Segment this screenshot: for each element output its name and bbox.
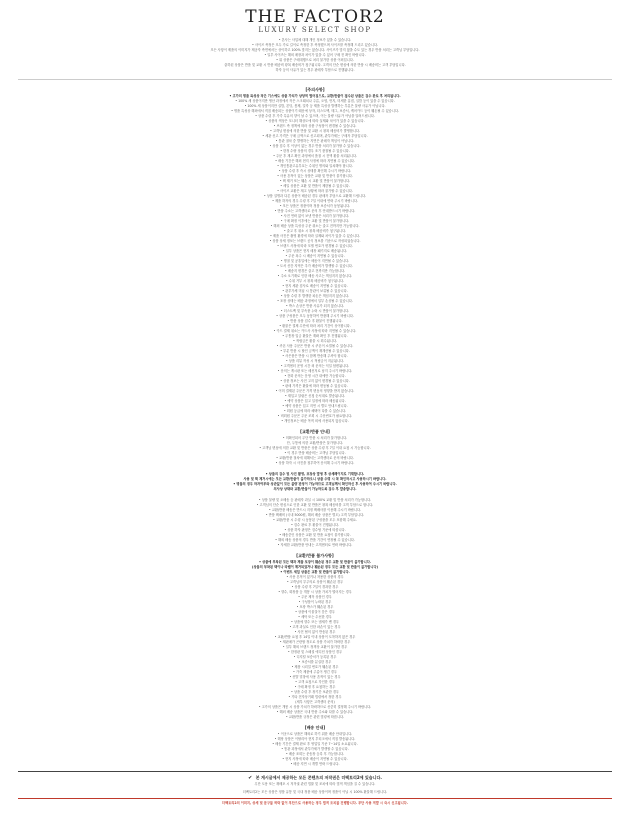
section-line: (상품의 부착된 택이나 라벨이 제거되었거나 훼손된 경우 모든 교환 및 반품이 불가합니다) [252, 565, 378, 569]
section-line: • 구매 확정 후 요청하는 경우 [294, 685, 336, 689]
section-line: • 구매 확정 이후에는 교환 및 반품이 불가합니다. [280, 219, 350, 223]
notice-section [18, 552, 612, 720]
section-line: • 전화 문의는 운영 시간 내에만 가능합니다. [284, 374, 346, 378]
section-line: • 현지 사정에 따라 배송이 지연될 수 있습니다. [282, 757, 348, 761]
section-line: • 반품 주소는 고객센터로 문의 후 안내받으시기 바랍니다. [274, 209, 356, 213]
intro-line: • 위 상품은 구매대행으로 처리 불가한 상품 이외입니다. [276, 58, 354, 62]
section-line: • 상품 상세 정보는 브랜드 공식 정보를 기준으로 작성되었습니다. [269, 239, 361, 243]
section-line: • 통관 과정에서 관부가세가 발생할 수 있습니다. [281, 747, 349, 751]
section-line: • 주문 후 재고 확인 과정에서 품절 시 전액 환불 처리됩니다. [273, 154, 357, 158]
brand-name: THE FACTOR2 [245, 7, 385, 27]
section-line: • 배송지 변경은 출고 전까지만 가능합니다. [284, 269, 346, 273]
brand-logo [18, 8, 612, 35]
section-title: [배송 안내] [304, 725, 326, 730]
section-line: 사용 및 택 제거시에는 모든 교환/반품이 불가하오니 상품 수령 시 꼭 확인하시고 사용하시기 바랍니다. [243, 477, 387, 481]
section-line: • 100% 새 상품이지만 생산 과정에서 작은 스크래치나 주름, 오염, 먼지, 미세한 흠집, 실밥 등이 있을 수 있습니다. [235, 99, 395, 103]
section-line: • 명품의 경우 하자여부와 상관없이 모든 불량 판정이 가능하므로 고객님께서 확인하신 후 사용하여 주시기 바랍니다. [233, 482, 397, 486]
notice-sections [18, 79, 612, 767]
section-line: • 해외 배송 상품 특성상 주문 취소는 출고 전까지만 가능합니다. [270, 224, 360, 228]
section-line: • 개인정보는 배송 목적 외에 사용되지 않습니다. [281, 419, 349, 423]
section-line: • 관부가세 미납 시 통관이 보류될 수 있습니다. [282, 289, 348, 293]
intro-line: • 사이즈 측정은 모두 가로 길이로 측정한 후 측정했으며 사이즈를 측정해 드리고 있습니다. [252, 43, 378, 47]
section-line: • 재입고 알림은 신청 순서대로 발송됩니다. [284, 394, 346, 398]
section-line: • 회원 등급에 따라 혜택이 다를 수 있습니다. [283, 409, 347, 413]
intro-line: • 본사는 사업체 대해 개인 정보가 있을 수 있습니다. [278, 38, 352, 42]
intro-line: 하자 등의 사유가 있는 경우 판매자 부담으로 진행됩니다. [275, 68, 355, 72]
section-line: • 일부 해외 브랜드 정책상 교환이 불가한 경우 [282, 645, 348, 649]
intro-notice [18, 38, 612, 73]
section-line: • 배송 기간은 해외 현지 사정에 따라 지연될 수 있습니다. [275, 159, 355, 163]
section-line: • 예약 상품은 입고 지연 시 별도 안내드립니다. [282, 404, 348, 408]
section-line: 단, 두통에 의한 교환/반품은 불가합니다. [286, 441, 344, 445]
section-line: • 사전 연락 없이 보낸 반품은 처리가 불가합니다. [280, 214, 350, 218]
section-line: • 배송 조회는 운송장 등록 후 가능합니다. [285, 752, 345, 756]
section-line: • 고객님의 부주의로 상품이 훼손된 경우 [286, 580, 344, 584]
section-line: • 제품 하자의 경우 수령 후 7일 이내에 연락 주시기 바랍니다. [272, 199, 358, 203]
section-line: • 사용 흔적이 있는 상품은 교환 및 반품이 불가합니다. [277, 174, 353, 178]
section-line: • 상품 하자 판정은 검수팀 기준에 따릅니다. [284, 528, 346, 532]
section-line: • 미확인되어 무단 반품 시 처리가 불가합니다. [282, 436, 348, 440]
notice-section [18, 466, 612, 492]
section-line: (세부 사항은 고객센터 문의) [295, 700, 335, 704]
section-title: [교환/반품 불가사항] [296, 553, 334, 558]
section-line: • 상품 하자 시 사진을 첨부하여 문의해 주시기 바랍니다. [275, 461, 355, 465]
section-line: 의사상 상태와 교환/반품이 가능하도록 검수 후 발송합니다. [273, 487, 357, 491]
section-line: • 무통장 입금 환불은 계좌 확인 후 진행됩니다. [282, 334, 348, 338]
section-line: • 고객센터 운영 시간 외 문의는 익일 답변됩니다. [280, 364, 350, 368]
section-line: • 모든 상품은 정품이며 정품 보증서가 동봉됩니다. [279, 204, 351, 208]
section-line: • 교환/반품 규정은 관련 법령에 따릅니다. [285, 715, 345, 719]
section-line: • 통관 절차 중 발생하는 지연은 판매자 책임이 아닙니다. [275, 139, 355, 143]
section-line: • 검수 완료 후 환불이 진행됩니다. [291, 523, 339, 527]
section-line: • 배송중인 상품은 교환 및 반품 요청이 불가합니다. [279, 533, 351, 537]
section-line: • 보증서를 분실한 경우 [298, 660, 332, 664]
section-line: • 박스 손상은 반품 사유가 되지 않습니다. [285, 304, 345, 308]
section-line: • 부분 반품 시 할인 금액이 재계산될 수 있습니다. [280, 349, 350, 353]
section-line: • 상품 수령 후 가죽 특유의 향이 날 수 있으며, 이는 불량 사유가 아님을 알려드립니다. [255, 114, 375, 118]
section-line: • 구성품이 누락된 경우 [298, 600, 332, 604]
section-line: • 포장 박스가 훼손된 경우 [296, 605, 334, 609]
section-line: • 상품 리뷰 작성 시 적립금이 지급됩니다. [285, 359, 345, 363]
intro-line: 모든 사항이 제품의 이미지가 제공자 측면에서는 상이하고 100% 맞지는 않습니다. 사이즈가 맞지 않을 수도 있는 경우 반품 처리는 고객님 부담입니다. [210, 48, 420, 52]
section-line: • 주문 폭주 시 배송이 지연될 수 있습니다. [285, 254, 345, 258]
section-line: • 기타 전자상거래 법령에서 정한 경우 [288, 695, 342, 699]
section-line: • 배송 지연 시 개별 연락 드립니다. [290, 762, 340, 766]
section-line: • 고객 과실로 인한 파손이 있는 경우 [289, 625, 341, 629]
authenticity-info: 더팩토리2는 모든 상품은 정품 유통 및 국내 정품 배송 상품이며 정품이 아닐 시 100% 환불해 드립니다. [242, 790, 388, 794]
section-line: • 브랜드 측 정책에 따라 상품 구성품이 변경될 수 있습니다. [273, 124, 357, 128]
section-line: • 교환/반품 절차에 대해서는 고객센터로 문의 바랍니다. [276, 456, 354, 460]
section-line: • 출고 후 취소 시 왕복 배송비가 청구됩니다. [283, 229, 347, 233]
section-line: • 쿠폰 사용 주문은 반품 시 쿠폰이 소멸될 수 있습니다. [276, 344, 354, 348]
section-line: • 신발 밑창에 사용 흔적이 있는 경우 [289, 675, 341, 679]
section-line: • 배송 기간은 결제 완료 후 영업일 기준 7~14일 소요됩니다. [272, 742, 358, 746]
section-line: • 고가의 명품 특성상 작은 기스에도 상품 가치가 상당히 떨어짐으로, 교환/반품이 접수된 상품은 검수 완료 후 처리됩니다. [229, 94, 401, 98]
section-line: • 일부 상품은 현지 매장 패키지로 배송됩니다. [282, 249, 348, 253]
section-line: • 주문 제작 상품인 경우 [298, 595, 332, 599]
section-line: • 이곳으로 상품은 해외로 하기 위한 배송 안내입니다. [277, 732, 353, 736]
section-line: • 수취 거부 시 왕복 배송비가 청구됩니다. [285, 279, 345, 283]
section-line: • 해외 배송 상품의 경우 반품 기간이 연장될 수 있습니다. [275, 538, 355, 542]
section-line: • 상품 설명과 다른 상품이 배송된 경우 판매자 부담으로 교환해 드립니다. [263, 194, 367, 198]
section-line: • 상품의 검수 및 사진 촬영, 포장상 발생 후 상세페이지로 기재합니다. [265, 472, 365, 476]
copyright-headline: 본 게시글에서 제공하는 모든 콘텐츠의 저작권은 더팩토리2에 있습니다. [255, 775, 382, 780]
section-line: • 브랜드 사정에 따라 모델 번호가 변경될 수 있습니다. [277, 244, 353, 248]
section-line: • 적립금은 환불 시 회수됩니다. [293, 339, 337, 343]
section-line: • 상품 불량 및 오배송 등 판매자 과실 시 100% 교환 및 반품 처리가 가능합니다. [258, 498, 372, 502]
section-line: • 디지털 보증서가 등록된 경우 [293, 655, 337, 659]
section-line: • 상품의 색상은 모니터 해상도에 따라 실제와 차이가 있을 수 있습니다. [265, 119, 365, 123]
section-line: • 상품 수령 후 장기간 보관한 경우 [291, 690, 339, 694]
section-line: • 자세한 교환/반품 안내는 고객센터로 연락 바랍니다. [277, 543, 353, 547]
section-line: • 한정 수량 상품의 경우 조기 품절될 수 있습니다. [280, 149, 350, 153]
section-line: • 사이즈 교환은 재고 상황에 따라 불가할 수 있습니다. [277, 189, 353, 193]
section-line: • 고객 요청으로 각인한 경우 [295, 680, 335, 684]
section-line: • 예약 상품은 입고 일정에 따라 배송됩니다. [284, 399, 346, 403]
section-line: • 도서 산간 지역은 추가 배송비가 발생할 수 있습니다. [277, 264, 353, 268]
section-line: • 비회원 주문은 주문 조회 시 주문번호가 필요합니다. [277, 414, 353, 418]
section-line: • 재판매가 곤란할 정도로 상품 가치가 하락한 경우 [279, 640, 351, 644]
brand-tagline: LUXURY SELECT SHOP [258, 26, 372, 34]
section-line: • 현지 세관 검사로 배송이 지연될 수 있습니다. [282, 284, 348, 288]
section-line: • 가죽 제품에 주름이 생긴 경우 [293, 670, 337, 674]
section-line: • 판매 가격은 환율에 따라 변동될 수 있습니다. [282, 384, 348, 388]
section-line: • 상품 정보는 사전 고지 없이 변경될 수 있습니다. [280, 379, 350, 383]
usage-warning: 더팩토리2의 이미지, 상세 및 문구를 허락 없이 무단으로 사용하는 경우 법적 조치를 진행합니다. 무단 사용 적발 시 즉시 신고됩니다. [222, 801, 408, 805]
section-line: • 한정판 및 스페셜 에디션 상품인 경우 [287, 650, 343, 654]
section-line: • 개인통관고유부호는 수취인 명의와 일치해야 합니다. [277, 164, 353, 168]
section-line: • 사전 협의 없이 반송된 경우 [294, 630, 336, 634]
section-line: • 사은품은 반품 시 함께 반송해 주셔야 합니다. [282, 354, 348, 358]
section-line: • 고객님 변심에 의한 교환 및 반품은 상품 수령 후 7일 이내 요청 시 가능합니다. [259, 446, 371, 450]
section-line: • 상품에 부착된 모든 택과 제품 포장이 훼손된 경우 교환 및 반품이 불가합니다. [258, 560, 371, 564]
section-line: • 세탁 또는 수선한 경우 [298, 615, 332, 619]
section-line: • 상품에 이물질이 묻은 경우 [295, 610, 335, 614]
section-title: [주의사항] [305, 87, 325, 92]
section-line: • 제품 사진은 촬영 환경에 따라 실제와 차이가 있을 수 있습니다. [269, 234, 360, 238]
section-line: • 교환/반품 배송은 반드시 지정 택배사를 이용해 주시기 바랍니다. [268, 508, 362, 512]
section-line: • 세관 신고 가격은 구매 금액으로 신고되며, 관부가세는 구매자 부담입니다. [262, 134, 368, 138]
notice-section [18, 492, 612, 548]
section-line: • 명절 및 공휴일에는 배송이 지연될 수 있습니다. [280, 259, 350, 263]
section-line: • 교환/반품 시 수령 시 동봉된 구성품을 모두 포함해 주세요. [273, 518, 357, 522]
section-line: • 이 경우 반품 배송비는 고객님 부담입니다. [284, 451, 346, 455]
section-line: • 택 제거 또는 훼손 시 교환 및 반품이 불가합니다. [279, 179, 351, 183]
section-line: • 상품 구성품은 모두 동봉하여 반품해 주시기 바랍니다. [276, 314, 354, 318]
section-line: • 문의는 게시판 또는 메신저로 남겨 주시기 바랍니다. [277, 369, 353, 373]
section-line: • 카드 결제 취소는 카드사 사정에 따라 지연될 수 있습니다. [273, 329, 357, 333]
section-line: • 제품 시리얼 번호가 훼손된 경우 [291, 665, 339, 669]
section-line: • 명품 특성상 해외에서 직접 배송되는 상품이기 때문에 상자, 더스트백, 태그, 보증서, 케어카드 등이 훼손될 수 있습니다. [231, 109, 399, 113]
section-line: • 주소 오기재로 인한 배송 사고는 책임지지 않습니다. [277, 274, 353, 278]
notice-section [18, 428, 612, 466]
section-line: • 고객님 변심에 의한 반품 및 교환 시 왕복 배송비가 발생합니다. [269, 129, 360, 133]
section-line: • 고가의 상품은 개봉 시 상품 가치가 하락하므로 신중히 결정해 주시기 바랍니다. [258, 705, 372, 709]
copyright-notice [18, 771, 612, 806]
section-line: • 반품 상품 검수 후 환불이 진행됩니다. [287, 319, 343, 323]
check-icon: ✔ [248, 775, 253, 781]
section-line: • 해외 배송 상품은 국내 반품 주소와 다를 수 있습니다. [276, 710, 354, 714]
section-line: • 고객님의 단순 변심으로 인한 교환 및 반품은 왕복 배송비를 고객 부담으로 합니다. [256, 503, 374, 507]
section-line: • 포장 상태는 배송 과정에서 일부 손상될 수 있습니다. [277, 299, 353, 303]
section-line: • 환불은 결제 수단에 따라 처리 기간이 상이합니다. [279, 324, 351, 328]
section-line: • 100% 새 상품이지만 실밥, 본딩, 봉제, 얼룩 등 제품 특성상 발생하는 부분은 불량 사유가 아닙니다. [244, 104, 386, 108]
notice-section [18, 724, 612, 767]
section-line: • 이미 결제된 주문은 가격 변동의 영향을 받지 않습니다. [275, 389, 355, 393]
section-line: • 향수, 화장품 등 개봉 시 상품 가치가 떨어지는 경우 [278, 590, 352, 594]
section-line: • 해당 상품은 이탈리아 현지 부티크에서 직접 발송됩니다. [274, 737, 356, 741]
section-line: • 상품 검수 후 이상이 없는 경우 반품 처리가 불가할 수 있습니다. [269, 144, 361, 148]
section-line: • 교환/반품 요청 후 14일 이내 상품이 도착하지 않은 경우 [274, 635, 356, 639]
section-line: • 상품 수령 후 즉시 상태를 확인해 주시기 바랍니다. [278, 169, 352, 173]
section-line: • 반품 택배비 (국내 5000원, 해외 배송 상품은 별도) 고객 부담입니다. [265, 513, 365, 517]
section-line: • 상품에 향수 또는 냄새가 밴 경우 [291, 620, 339, 624]
section-line: • 세일 상품은 교환 및 반품이 제한될 수 있습니다. [280, 184, 350, 188]
notice-section [18, 79, 612, 424]
intro-line: • 일부 사이즈는 해외 매장과 차이가 있을 수 있어 구매 전 확인 바랍니다. [264, 53, 366, 57]
section-line: • 사용 흔적이 있거나 착용한 상품의 경우 [286, 575, 344, 579]
section-line: • 더스트백 및 부속품 누락 시 반품이 불가합니다. [280, 309, 350, 313]
copyright-sub: 무단 도용 또는 재배포 시 저작권 관련 법률 및 조치에 따라 법적 책임을 질 수 있습니다. [254, 782, 376, 786]
section-line: • 이벤트 세일 상품은 교환 및 반품이 불가합니다. [280, 570, 350, 574]
section-line: • 상품 수령 후 발생한 파손은 책임지지 않습니다. [280, 294, 350, 298]
section-title: [교환/반품 안내] [300, 429, 330, 434]
section-line: • 상품 수령 후 7일이 경과한 경우 [291, 585, 339, 589]
intro-line: 출하된 상품은 반품 및 교환 시 반품 배송비 왕복 배송비가 청구됩니다. 고객의 단순 변심에 의한 반품 시 배송비는 고객 부담입니다. [224, 63, 406, 67]
